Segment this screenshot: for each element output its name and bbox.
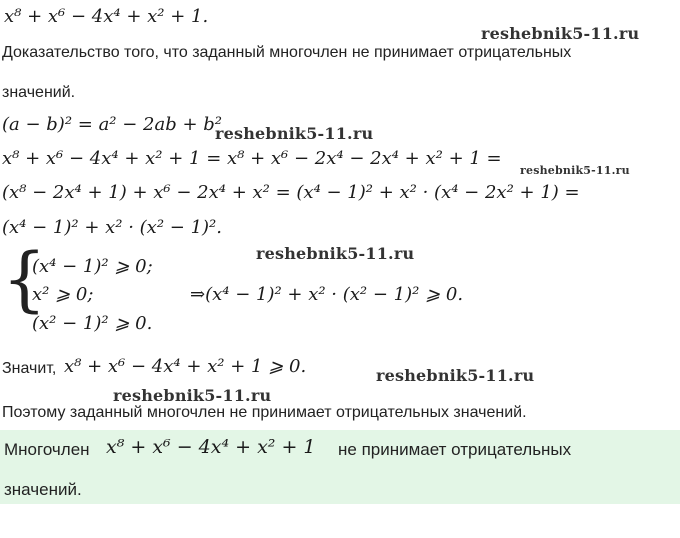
watermark: reshebnik5-11.ru	[376, 366, 535, 385]
answer-math: x⁸ + x⁶ − 4x⁴ + x² + 1	[106, 436, 316, 458]
step-2: (x⁸ − 2x⁴ + 1) + x⁶ − 2x⁴ + x² = (x⁴ − 1)² + x² · (x⁴ − 2x² + 1) =	[2, 182, 580, 203]
square-difference-formula: (a − b)² = a² − 2ab + b²	[2, 114, 223, 135]
intro-line-2: значений.	[2, 84, 76, 101]
step-1: x⁸ + x⁶ − 4x⁴ + x² + 1 = x⁸ + x⁶ − 2x⁴ − 2x⁴ + x² + 1 =	[2, 148, 502, 169]
watermark: reshebnik5-11.ru	[256, 244, 415, 263]
system-row-3: (x² − 1)² ⩾ 0.	[32, 313, 153, 334]
step-3: (x⁴ − 1)² + x² · (x² − 1)².	[2, 217, 222, 238]
intro-line-1: Доказательство того, что заданный многочлен не принимает отрицательных	[2, 44, 572, 61]
system-result: ⇒(x⁴ − 1)² + x² · (x² − 1)² ⩾ 0.	[190, 284, 464, 305]
conclusion-prefix: Значит,	[2, 360, 57, 377]
system-row-1: (x⁴ − 1)² ⩾ 0;	[32, 256, 153, 277]
watermark: reshebnik5-11.ru	[113, 386, 272, 405]
watermark: reshebnik5-11.ru	[481, 24, 640, 43]
system-row-2: x² ⩾ 0;	[32, 284, 94, 305]
watermark: reshebnik5-11.ru	[215, 124, 374, 143]
conclusion-math: x⁸ + x⁶ − 4x⁴ + x² + 1 ⩾ 0.	[64, 356, 307, 377]
problem-expression: x⁸ + x⁶ − 4x⁴ + x² + 1.	[4, 6, 209, 27]
answer-line-2: значений.	[4, 480, 82, 499]
answer-prefix: Многочлен	[4, 440, 90, 459]
system-brace: {	[2, 238, 47, 320]
conclusion-statement: Поэтому заданный многочлен не принимает отрицательных значений.	[2, 404, 527, 421]
watermark: reshebnik5-11.ru	[520, 164, 630, 177]
answer-suffix: не принимает отрицательных	[338, 440, 572, 459]
